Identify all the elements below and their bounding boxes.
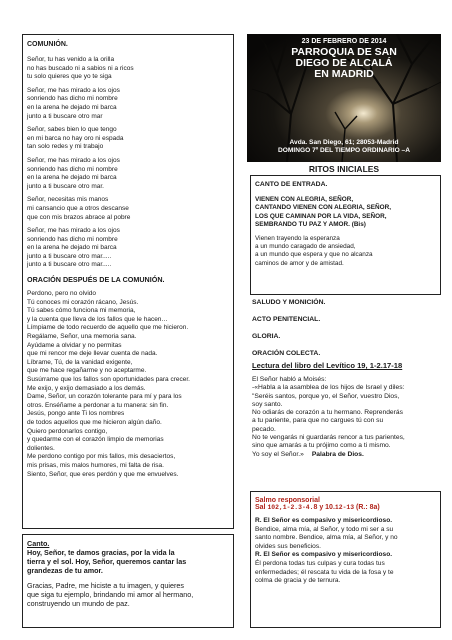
song-stanza xyxy=(27,196,229,222)
song-line: que con mis brazos abrace al pobre xyxy=(27,213,131,221)
prayer-line: Ayúdame a olvidar y no permitas xyxy=(27,341,122,349)
prayer-line: Siento, Señor, que eres perdón y que me envuelves. xyxy=(27,470,179,478)
prayer-line: y la cuenta que lleva de los fallos que le hacen… xyxy=(27,315,168,323)
prayer-line: Dame, Señor, un corazón tolerante para mí y para los xyxy=(27,393,182,401)
prayer-line: dolientes. xyxy=(27,444,55,452)
song-line: sonriendo has dicho mi nombre xyxy=(27,235,118,243)
song-line: tu solo quieres que yo te siga xyxy=(27,73,112,81)
prayer-line: mis prisas, mis malos humores, mi falta de risa. xyxy=(27,461,164,469)
reading-line: a tu pariente, para que no cargues tú con su xyxy=(252,417,384,425)
prayer-line: Límpiame de todo recuerdo de aquello que me hicieron. xyxy=(27,324,189,332)
song-line: VIENEN CON ALEGRIA, SEÑOR, xyxy=(255,196,354,203)
gloria-heading: GLORIA. xyxy=(252,333,281,340)
prayer-line: y quedarme con el corazón limpio de memorias xyxy=(27,436,164,444)
reading-line: pecado. xyxy=(252,425,276,433)
psalm-response-2: R. El Señor es compasivo y misericordioso. xyxy=(255,551,393,559)
parish-title xyxy=(247,47,441,80)
song-stanza xyxy=(27,126,229,152)
collect-heading: ORACIÓN COLECTA. xyxy=(252,350,321,357)
parish-address: Avda. San Diego, 61; 28053-Madrid xyxy=(289,139,399,146)
reading-line: -«Habla a la asamblea de los hijos de Israel y diles: xyxy=(252,384,405,392)
ritos-title: RITOS INICIALES xyxy=(308,164,380,174)
psalm-line: santo nombre. Bendice, alma mía, al Señor, y no xyxy=(255,534,398,542)
reading-line: No te vengarás ni guardarás rencor a tus parientes, xyxy=(252,434,405,442)
song-line: no has buscado ni a sabios ni a ricos xyxy=(27,64,134,72)
song-line: en la arena he dejado mi barca xyxy=(27,103,117,111)
song-line: construyendo un mundo de paz. xyxy=(27,599,130,608)
parish-title-line: DIEGO DE ALCALÁ xyxy=(295,57,393,69)
psalm-line: Bendice, alma mía, al Señor, y todo mi ser a su xyxy=(255,525,394,533)
communion-song xyxy=(27,56,229,270)
reading-text xyxy=(252,376,442,459)
prayer-line: de todos aquellos que me hicieron algún daño. xyxy=(27,418,162,426)
song-line: Señor, tu has venido a la orilla xyxy=(27,56,115,63)
parish-header-image xyxy=(247,34,441,162)
song-line: Señor, me has mirado a los ojos xyxy=(27,156,120,164)
communion-section xyxy=(22,34,234,529)
prayer-line: Regálame, Señor, una memoria sana. xyxy=(27,333,137,341)
psalm-line: Él perdona todas tus culpas y cura todas tus xyxy=(255,559,385,567)
reading-line: Yo soy el Señor.» Palabra de Dios. xyxy=(252,450,364,458)
song-line: Señor, sabes bien lo que tengo xyxy=(27,126,117,134)
post-communion-title: ORACIÓN DESPUÉS DE LA COMUNIÓN. xyxy=(27,275,165,285)
psalm-section xyxy=(250,491,441,628)
song-line: SEMBRANDO TU PAZ Y AMOR. (Bis) xyxy=(255,221,366,229)
psalm-response-1: R. El Señor es compasivo y misericordioso. xyxy=(255,517,393,524)
song-stanza xyxy=(27,87,229,121)
closing-song-section xyxy=(22,534,234,628)
song-line: junto a ti buscare otro mar xyxy=(27,112,103,120)
song-line: a un mundo caragado de ansiedad, xyxy=(255,243,356,251)
song-line: Vienen trayendo la esperanza xyxy=(255,234,340,242)
closing-song-chorus xyxy=(27,548,229,575)
song-stanza xyxy=(27,157,229,191)
song-line: en mi barca no hay oro ni espada xyxy=(27,134,124,142)
entrance-song-chorus xyxy=(255,196,436,230)
entrance-song-title: CANTO DE ENTRADA. xyxy=(255,181,328,188)
parish-title-line: EN MADRID xyxy=(314,68,374,80)
song-line: junto a ti buscare otro mar. xyxy=(27,182,104,190)
psalm-line: enfermedades; él rescata tu vida de la fosa y te xyxy=(255,568,394,576)
post-communion-prayer xyxy=(27,290,229,479)
song-line: junto a ti buscare otro mar..... xyxy=(27,261,112,269)
psalm-verse-2 xyxy=(255,560,436,586)
penitential-heading: ACTO PENITENCIAL. xyxy=(252,316,321,323)
prayer-line: Me exijo, y exijo demasiado a los demás. xyxy=(27,384,146,392)
prayer-line: Me perdono contigo por mis fallos, mis desaciertos, xyxy=(27,453,176,461)
psalm-verse-1 xyxy=(255,526,436,552)
prayer-line: Tú conoces mi corazón rácano, Jesús. xyxy=(27,298,139,306)
prayer-line: que me hace regañarme y no aceptarme. xyxy=(27,367,147,375)
psalm-line: olvides sus beneficios. xyxy=(255,542,321,550)
parish-title-line: PARROQUIA DE SAN xyxy=(291,46,397,58)
song-line: sonriendo has dicho mi nombre xyxy=(27,165,118,173)
song-line: en la arena he dejado mi barca xyxy=(27,174,117,182)
song-line: caminos de amor y de amistad. xyxy=(255,259,344,267)
song-line: Hoy, Señor, te damos gracias, por la vida la xyxy=(27,548,175,557)
reading-title: Lectura del libro del Levítico 19, 1-2.17-18 xyxy=(252,361,403,370)
reading-line: sino que amarás a tu prójimo como a ti mismo. xyxy=(252,442,391,450)
psalm-line: colma de gracia y de ternura. xyxy=(255,577,341,585)
song-line: Señor, me has mirado a los ojos xyxy=(27,86,120,94)
reading-line: "Seréis santos, porque yo, el Señor, vuestro Dios, xyxy=(252,392,400,400)
song-line: Señor, necesitas mis manos xyxy=(27,196,109,204)
song-line: en la arena he dejado mi barca xyxy=(27,244,117,252)
psalm-title: Salmo responsorial xyxy=(255,497,320,504)
liturgy-flow xyxy=(252,299,442,459)
closing-song-title: Canto. xyxy=(27,539,50,548)
reading-line: El Señor habló a Moisés: xyxy=(252,376,327,383)
song-line: LOS QUE CAMINAN POR LA VIDA, SEÑOR, xyxy=(255,212,387,220)
saludo-heading: SALUDO Y MONICIÓN. xyxy=(252,299,326,306)
song-line: a un mundo que espera y que no alcanza xyxy=(255,251,373,259)
entrance-song-verse xyxy=(255,235,436,269)
prayer-line: que mi rencor me deje llevar cuenta de nada. xyxy=(27,350,158,358)
song-line: que siga tu ejemplo, brindando mi amor al hermano, xyxy=(27,590,194,599)
prayer-line: Tú sabes cómo funciona mi memoria, xyxy=(27,307,136,315)
song-line: mi cansancio que a otros descanse xyxy=(27,204,129,212)
reading-line: No odiarás de corazón a tu hermano. Reprenderás xyxy=(252,409,403,417)
song-stanza xyxy=(27,56,229,82)
song-line: junto a ti buscare otro mar..... xyxy=(27,252,112,260)
song-stanza xyxy=(27,227,229,270)
word-of-god: Palabra de Dios. xyxy=(311,450,364,458)
prayer-line: Perdono, pero no olvido xyxy=(27,290,97,298)
song-line: Gracias, Padre, me hiciste a tu imagen, y quieres xyxy=(27,581,184,590)
prayer-line: Quiero perdonarlos contigo, xyxy=(27,427,108,435)
song-line: Señor, me has mirado a los ojos xyxy=(27,227,120,235)
song-line: grandezas de tu amor. xyxy=(27,566,103,575)
song-line: sonriendo has dicho mi nombre xyxy=(27,95,118,103)
header-date: 23 DE FEBRERO DE 2014 xyxy=(301,38,387,45)
communion-title: COMUNIÓN. xyxy=(27,41,68,48)
entrance-song-section xyxy=(250,175,441,295)
song-line: tan solo redes y mi trabajo xyxy=(27,143,104,151)
song-line: CANTANDO VIENEN CON ALEGRIA, SEÑOR, xyxy=(255,204,391,212)
psalm-reference: Sal 102,1-2.3-4.8 y 10.12-13 (R.: 8a) xyxy=(255,504,380,511)
prayer-line: Jesús, pongo ante Ti los nombres xyxy=(27,410,125,418)
closing-song-verse xyxy=(27,581,229,608)
prayer-line: Líbrame, Tú, de la vanidad exigente, xyxy=(27,358,133,366)
reading-line: soy santo. xyxy=(252,400,283,408)
header-address-block xyxy=(247,139,441,155)
song-line: tierra y el sol. Hoy, Señor, queremos cantar las xyxy=(27,557,187,566)
prayer-line: otros. Enséñame a perdonar a tu manera: sin fin. xyxy=(27,401,169,409)
prayer-line: Susúrrame que los fallos son oportunidades para crecer. xyxy=(27,376,190,383)
liturgical-sunday: DOMINGO 7º DEL TIEMPO ORDINARIO –A xyxy=(278,147,410,154)
